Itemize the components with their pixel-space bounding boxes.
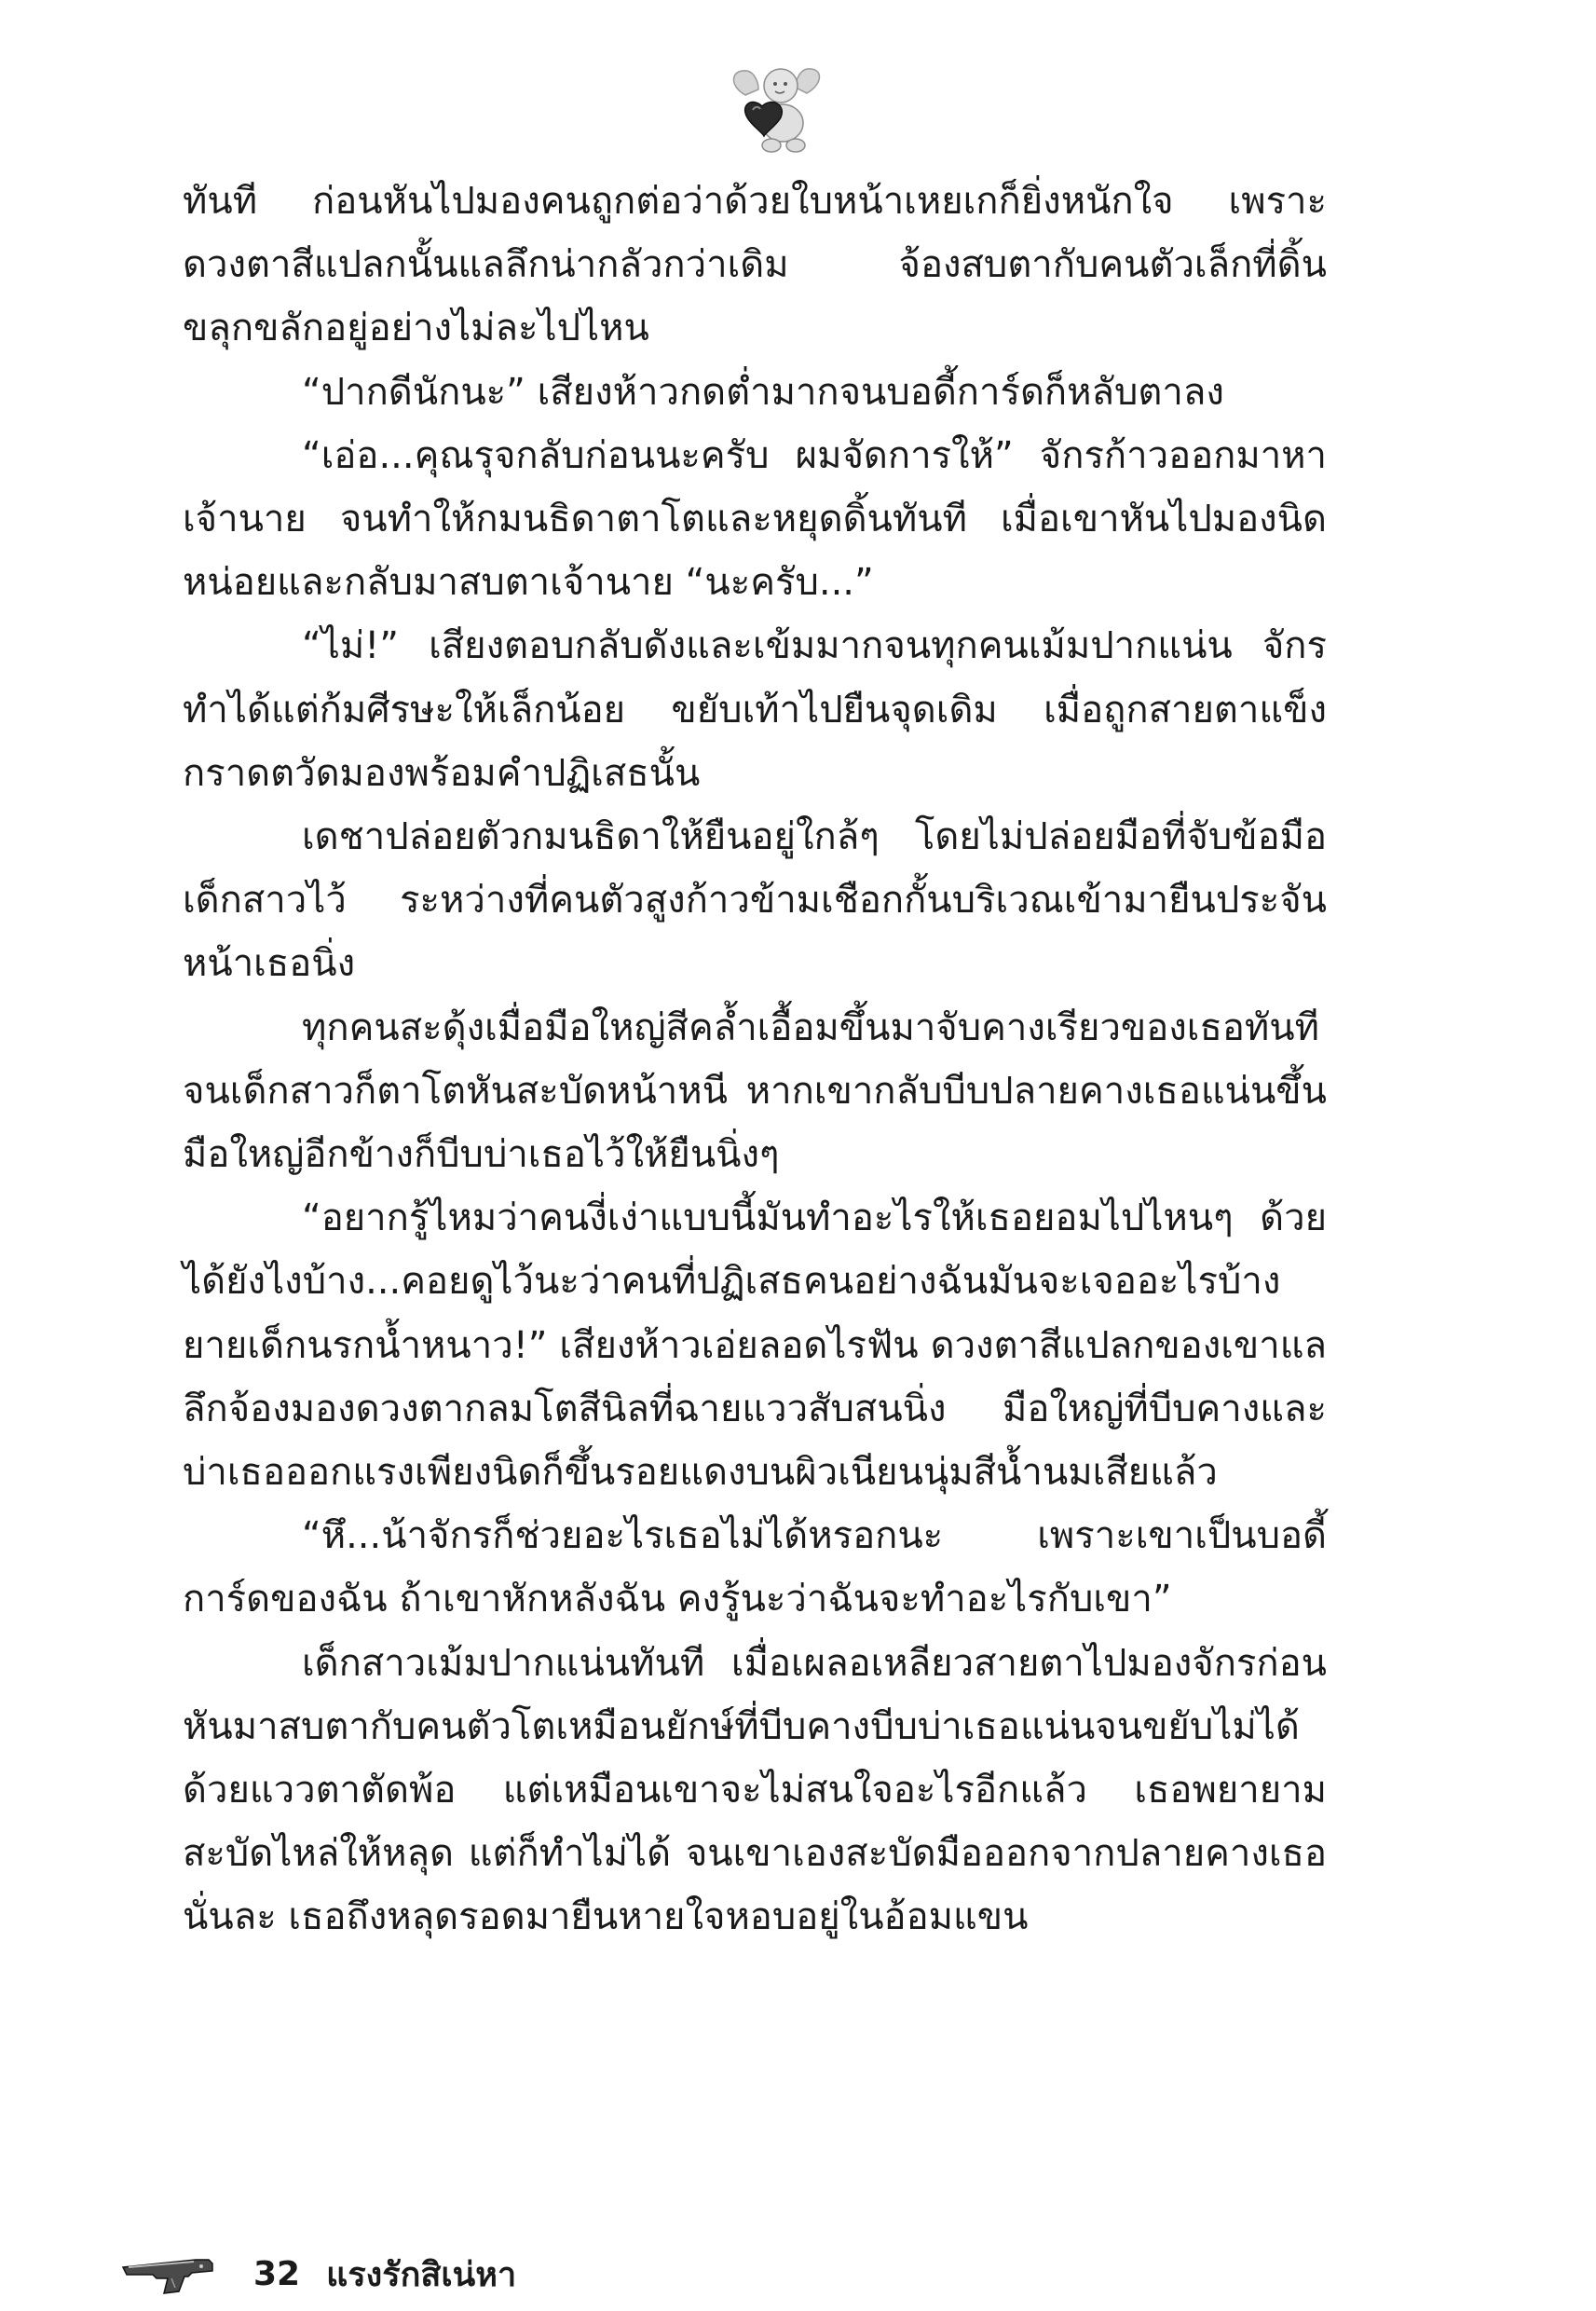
book-title: แรงรักสิเน่หา — [326, 2255, 517, 2294]
story-text — [183, 170, 1327, 1949]
paragraph: เดชาปล่อยตัวกมนธิดาให้ยืนอยู่ใกล้ๆ โดยไม่ปล่อยมือที่จับข้อมือเด็กสาวไว้ ระหว่างที่คนตัวสูงก้าวข้ามเชือกกั้นบริเวณเข้ามายืนประจันหน้าเธอนิ่ง — [183, 815, 1327, 986]
paragraph: “เอ่อ...คุณรุจกลับก่อนนะครับ ผมจัดการให้” จักรก้าวออกมาหาเจ้านาย จนทำให้กมนธิดาตาโตและหยุดดิ้นทันที เมื่อเขาหันไปมองนิดหน่อยและกลับมาสบตาเจ้านาย “นะครับ...” — [183, 433, 1327, 605]
pistol-icon — [119, 2250, 231, 2297]
paragraph: ทันที ก่อนหันไปมองคนถูกต่อว่าด้วยใบหน้าเหยเกก็ยิ่งหนักใจ เพราะดวงตาสีแปลกนั้นแลลึกน่ากลัวกว่าเดิม จ้องสบตากับคนตัวเล็กที่ดิ้นขลุกขลักอยู่อย่างไม่ละไปไหน — [183, 180, 1327, 350]
paragraph: “อยากรู้ไหมว่าคนงี่เง่าแบบนี้มันทำอะไรให้เธอยอมไปไหนๆ ด้วยได้ยังไงบ้าง...คอยดูไว้นะว่าคนที่ปฏิเสธคนอย่างฉันมันจะเจออะไรบ้างยายเด็กนรกน้ำหนาว!” เสียงห้าวเอ่ยลอดไรฟัน ดวงตาสีแปลกของเขาแลลึกจ้องมองดวงตากลมโตสีนิลที่ฉายแววสับสนนิ่ง มือใหญ่ที่บีบคางและบ่าเธอออกแรงเพียงนิดก็ขึ้นรอยแดงบนผิวเนียนนุ่มสีน้ำนมเสียแล้ว — [183, 1197, 1327, 1495]
page-footer — [119, 2246, 516, 2302]
page-number: 32 — [253, 2254, 301, 2293]
paragraph: “หึ...น้าจักรก็ช่วยอะไรเธอไม่ได้หรอกนะ เพราะเขาเป็นบอดี้การ์ดของฉัน ถ้าเขาหักหลังฉัน คงรู้นะว่าฉันจะทำอะไรกับเขา” — [183, 1514, 1327, 1621]
paragraph: “ปากดีนักนะ” เสียงห้าวกดต่ำมากจนบอดี้การ์ดก็หลับตาลง — [302, 370, 1224, 414]
paragraph: “ไม่!” เสียงตอบกลับดังและเข้มมากจนทุกคนเม้มปากแน่น จักรทำได้แต่ก้มศีรษะให้เล็กน้อย ขยับเท้าไปยืนจุดเดิม เมื่อถูกสายตาแข็งกราดตวัดมองพร้อมคำปฏิเสธนั้น — [183, 624, 1327, 795]
cherub-heart-icon — [727, 58, 829, 158]
paragraph: ทุกคนสะดุ้งเมื่อมือใหญ่สีคล้ำเอื้อมขึ้นมาจับคางเรียวของเธอทันที จนเด็กสาวก็ตาโตหันสะบัดหน้าหนี หากเขากลับบีบปลายคางเธอแน่นขึ้น มือใหญ่อีกข้างก็บีบบ่าเธอไว้ให้ยืนนิ่งๆ — [183, 1005, 1327, 1177]
paragraph: เด็กสาวเม้มปากแน่นทันที เมื่อเผลอเหลียวสายตาไปมองจักรก่อนหันมาสบตากับคนตัวโตเหมือนยักษ์ที่บีบคางบีบบ่าเธอแน่นจนขยับไม่ได้ ด้วยแววตาตัดพ้อ แต่เหมือนเขาจะไม่สนใจอะไรอีกแล้ว เธอพยายามสะบัดไหล่ให้หลุด แต่ก็ทำไม่ได้ จนเขาเองสะบัดมือออกจากปลายคางเธอนั่นละ เธอถึงหลุดรอดมายืนหายใจหอบอยู่ในอ้อมแขน — [183, 1641, 1327, 1939]
